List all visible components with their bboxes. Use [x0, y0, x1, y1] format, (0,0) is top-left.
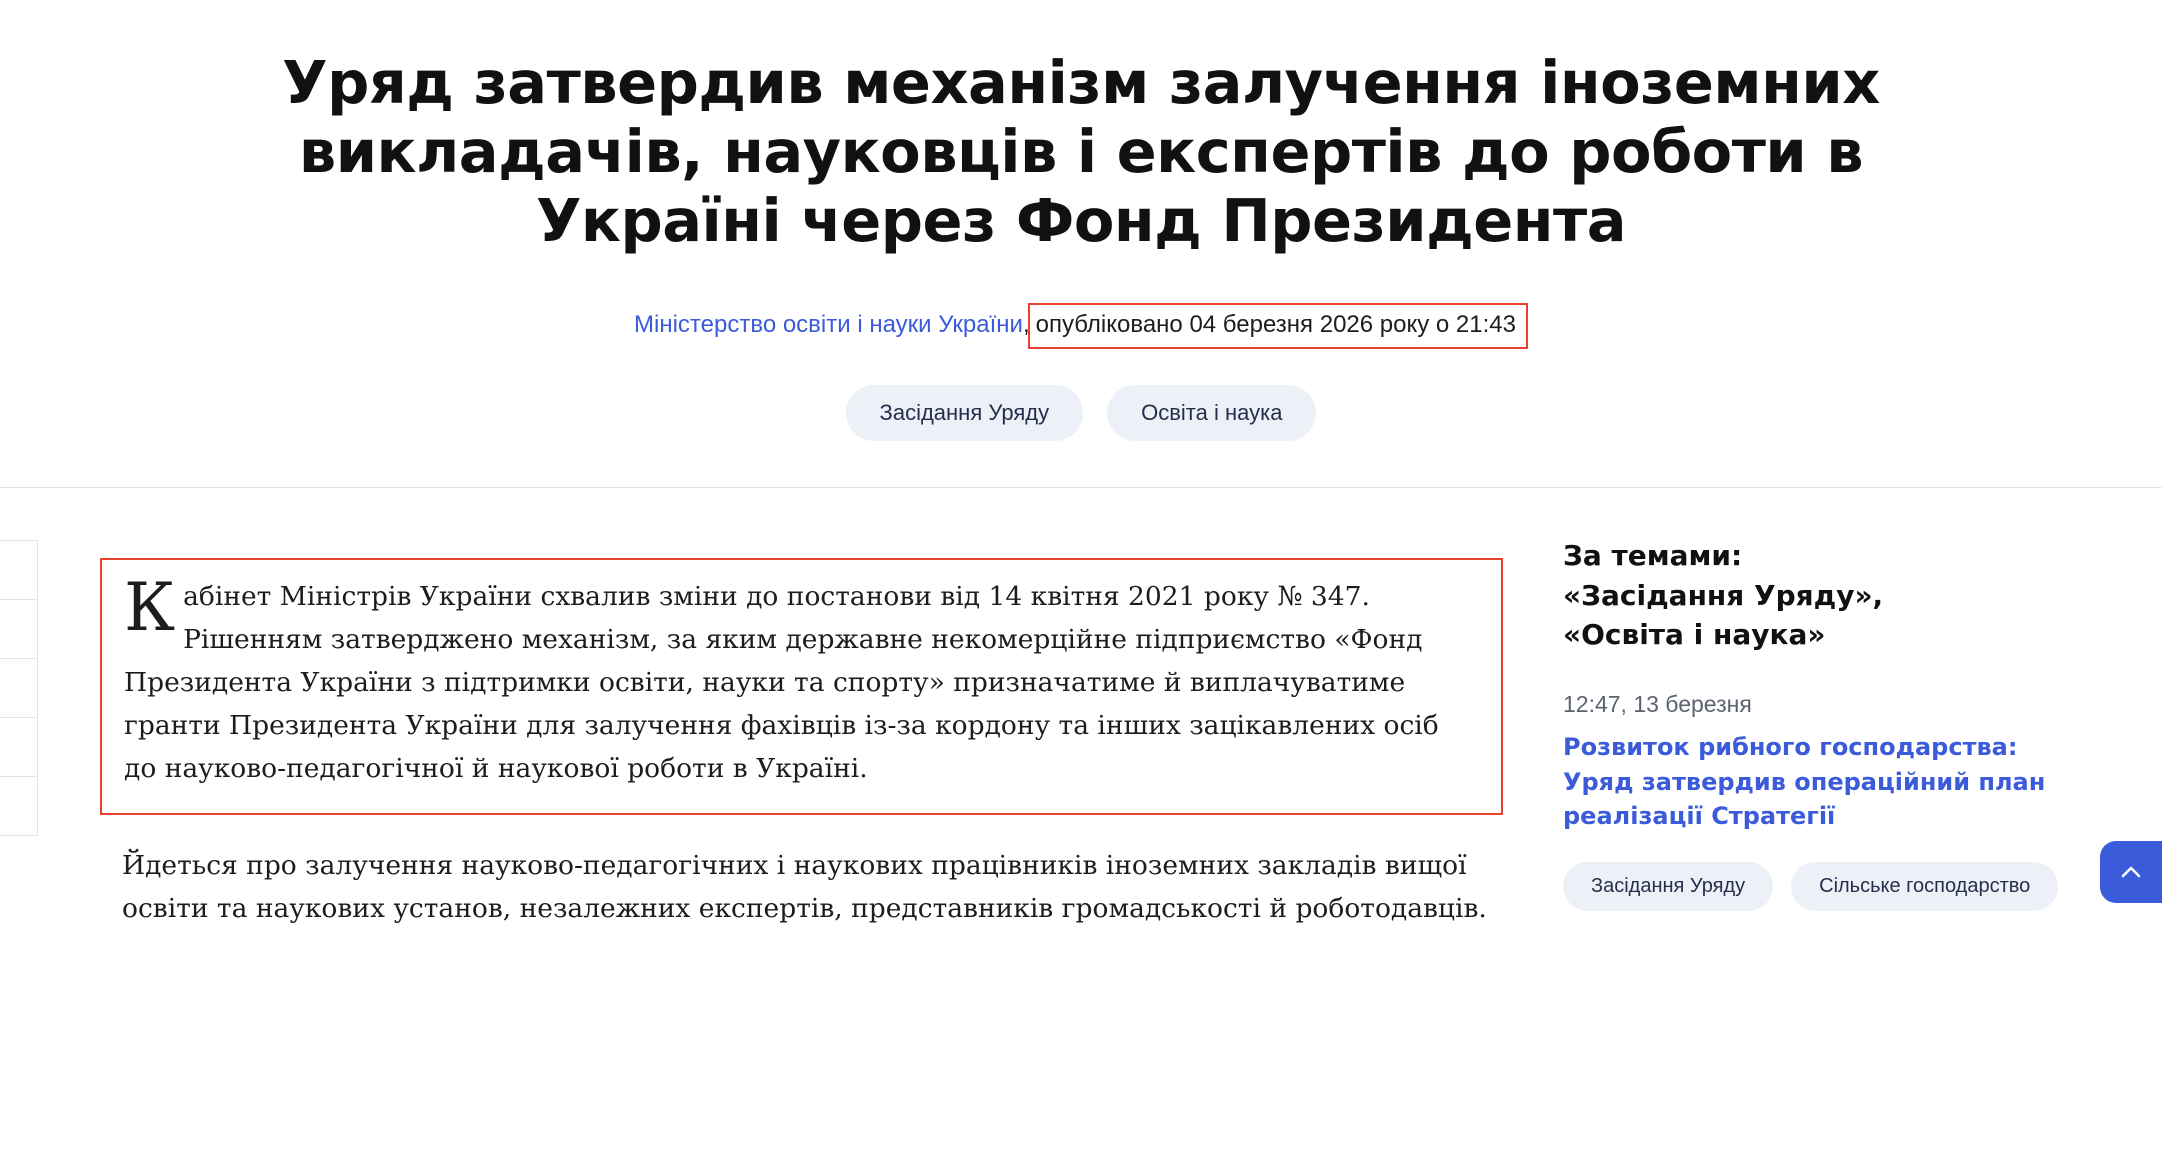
published-timestamp: опубліковано 04 березня 2026 року о 21:43 [1028, 303, 1528, 349]
lead-paragraph [100, 558, 1503, 815]
related-item-time: 12:47, 13 березня [1563, 691, 1752, 718]
body-paragraph-2: Йдеться про залучення науково-педагогічних і наукових працівників іноземних закладів вищої освіти та наукових установ, незалежних експертів, представників громадськості й роботодавців. [122, 849, 1487, 924]
chevron-up-icon [2118, 859, 2144, 885]
sidebar-heading-line-2: «Засідання Уряду», [1563, 578, 1884, 612]
content-area [0, 488, 2162, 931]
share-button-4[interactable] [0, 717, 38, 777]
tag-list [0, 385, 2162, 441]
related-tag-2[interactable]: Сільське господарство [1791, 862, 2058, 911]
share-button-5[interactable] [0, 776, 38, 836]
share-button-2[interactable] [0, 599, 38, 659]
scroll-to-top-button[interactable] [2100, 841, 2162, 903]
meta-separator: , [1022, 311, 1030, 339]
article-header [0, 0, 2162, 488]
related-sidebar [1563, 532, 2103, 911]
sidebar-heading [1563, 536, 2083, 655]
sidebar-heading-line-3: «Освіта і наука» [1563, 618, 1826, 652]
related-tag-1[interactable]: Засідання Уряду [1563, 862, 1773, 911]
article-body [58, 532, 1563, 931]
share-button-1[interactable] [0, 540, 38, 600]
share-rail [0, 532, 58, 835]
article-meta [0, 303, 2162, 349]
source-link[interactable]: Міністерство освіти і науки України [634, 311, 1023, 339]
related-item-tags [1563, 862, 2083, 911]
related-item-link[interactable]: Розвиток рибного господарства: Уряд затвердив операційний план реалізації Стратегії [1563, 733, 2046, 831]
tag-osvita-i-nauka[interactable]: Освіта і наука [1107, 385, 1316, 441]
drop-cap: К [124, 569, 176, 647]
tag-zasidannya-uryadu[interactable]: Засідання Уряду [846, 385, 1084, 441]
share-button-3[interactable] [0, 658, 38, 718]
sidebar-heading-line-1: За темами: [1563, 538, 1743, 572]
page-title: Уряд затвердив механізм залучення іноземних викладачів, науковців і експертів до роботи в Україні через Фонд Президента [282, 48, 1880, 256]
lead-paragraph-text: абінет Міністрів України схвалив зміни до постанови від 14 квітня 2021 року № 347. Рішенням затверджено механізм, за яким державне некомерційне підприємство «Фонд Президента України з підтримки освіти, науки та спорту» призначатиме й виплачуватиме гранти Президента України для залучення фахівців із-за кордону та інших зацікавлених осіб до науково-педагогічної й наукової роботи в Україні. [124, 581, 1439, 785]
